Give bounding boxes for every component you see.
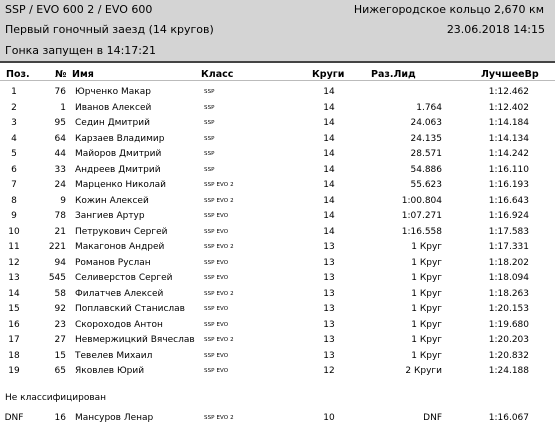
row-name: Мансуров Ленар	[75, 413, 154, 423]
row-gap: 1 Круг	[411, 242, 442, 252]
row-gap: 55.623	[410, 180, 442, 190]
row-name: Макагонов Андрей	[75, 242, 165, 252]
row-best: 1:14.242	[488, 149, 529, 159]
row-best: 1:18.263	[488, 288, 529, 299]
row-class: SSP EVO	[204, 368, 229, 374]
row-best: 1:18.202	[488, 257, 529, 268]
row-laps: 14	[323, 180, 335, 190]
row-gap: 2 Круги	[405, 366, 442, 376]
row-num: 21	[54, 226, 66, 237]
row-gap: 54.886	[410, 164, 442, 175]
row-num: 27	[54, 335, 66, 345]
row-laps: 14	[323, 118, 335, 128]
row-laps: 13	[323, 304, 335, 314]
row-laps: 14	[323, 87, 335, 97]
table-row	[0, 259, 555, 271]
table-row	[0, 197, 555, 209]
row-class: SSP EVO 2	[204, 197, 234, 204]
row-gap: 1:07.271	[401, 211, 442, 221]
row-num: 545	[48, 273, 66, 283]
table-row	[0, 352, 555, 364]
row-num: 76	[54, 87, 66, 97]
row-num: 78	[54, 211, 66, 221]
row-laps: 10	[323, 413, 335, 423]
row-pos: 9	[11, 211, 17, 221]
track-name: Нижегородское кольцо 2,670 км	[353, 3, 544, 16]
column-header-best: ЛучшееВр	[481, 69, 539, 80]
row-class: SSP EVO	[204, 306, 229, 312]
row-best: 1:14.184	[488, 118, 529, 128]
row-name: Юрченко Макар	[75, 87, 151, 97]
row-class: SSP EVO 2	[204, 290, 234, 297]
row-name: Карзаев Владимир	[75, 133, 165, 144]
row-pos: 14	[8, 288, 20, 299]
table-row	[0, 243, 555, 255]
header-band-middle	[0, 19, 555, 41]
row-pos: DNF	[4, 413, 24, 423]
row-gap: DNF	[423, 413, 442, 423]
row-num: 94	[54, 257, 66, 268]
column-header-name: Имя	[72, 69, 94, 80]
column-header-num: №	[55, 69, 67, 80]
row-laps: 14	[323, 195, 335, 206]
row-class: SSP	[204, 104, 215, 111]
row-num: 92	[54, 304, 66, 314]
session-datetime: 23.06.2018 14:15	[446, 23, 545, 36]
row-laps: 14	[323, 149, 335, 159]
row-class: SSP EVO	[204, 228, 229, 235]
row-laps: 13	[323, 257, 335, 268]
row-class: SSP	[204, 135, 215, 142]
row-best: 1:17.331	[488, 242, 529, 252]
row-gap: 1 Круг	[411, 288, 442, 299]
race-start-time: Гонка запущен в 14:17:21	[5, 44, 157, 57]
row-gap: 1 Круг	[411, 257, 442, 268]
row-class: SSP EVO 2	[204, 337, 234, 343]
table-row	[0, 274, 555, 286]
table-row	[0, 181, 555, 193]
row-gap: 1 Круг	[411, 304, 442, 314]
row-gap: 1 Круг	[411, 335, 442, 345]
row-num: 9	[60, 195, 66, 206]
row-laps: 13	[323, 288, 335, 299]
table-row	[0, 166, 555, 178]
row-num: 64	[54, 133, 66, 144]
row-laps: 14	[323, 133, 335, 144]
column-header-gap: Раз.Лид	[371, 69, 416, 80]
row-pos: 16	[8, 319, 20, 330]
row-pos: 18	[8, 350, 20, 361]
row-best: 1:14.134	[488, 133, 529, 144]
row-name: Романов Руслан	[75, 257, 151, 268]
not-classified-row	[0, 414, 555, 426]
row-name: Кожин Алексей	[75, 195, 149, 206]
row-pos: 15	[8, 304, 20, 314]
table-row	[0, 135, 555, 147]
row-class: SSP EVO	[204, 259, 229, 266]
row-num: 1	[60, 102, 66, 113]
table-row	[0, 367, 555, 379]
not-classified-label: Не классифицирован	[5, 393, 107, 403]
row-name: Невмержицкий Вячеслав	[75, 335, 195, 345]
row-best: 1:12.462	[488, 87, 529, 97]
row-best: 1:16.193	[488, 180, 529, 190]
row-gap: 1.764	[416, 102, 442, 113]
row-name: Филатчев Алексей	[75, 288, 164, 299]
row-num: 58	[54, 288, 66, 299]
row-best: 1:24.188	[488, 366, 529, 376]
row-name: Скороходов Антон	[75, 319, 163, 330]
row-best: 1:16.924	[488, 211, 529, 221]
row-pos: 5	[11, 149, 17, 159]
row-class: SSP	[204, 120, 215, 126]
column-header-pos: Поз.	[6, 69, 30, 80]
row-num: 16	[54, 413, 66, 423]
row-best: 1:16.643	[488, 195, 529, 206]
row-class: SSP EVO	[204, 321, 229, 328]
row-class: SSP	[204, 166, 215, 173]
row-best: 1:18.094	[488, 273, 529, 283]
row-name: Петрукович Сергей	[75, 226, 168, 237]
row-pos: 1	[11, 87, 17, 97]
row-pos: 11	[8, 242, 20, 252]
row-num: 65	[54, 366, 66, 376]
table-row	[0, 104, 555, 116]
row-name: Майоров Дмитрий	[75, 149, 162, 159]
row-best: 1:20.203	[488, 335, 529, 345]
row-best: 1:16.110	[488, 164, 529, 175]
table-row	[0, 228, 555, 240]
row-laps: 13	[323, 242, 335, 252]
column-header-class: Класс	[201, 69, 234, 80]
row-laps: 14	[323, 226, 335, 237]
row-pos: 10	[8, 226, 20, 237]
row-pos: 12	[8, 257, 20, 268]
row-gap: 28.571	[410, 149, 442, 159]
row-name: Селиверстов Сергей	[75, 273, 173, 283]
session-title: Первый гоночный заезд (14 кругов)	[5, 23, 214, 36]
row-name: Седин Дмитрий	[75, 118, 150, 128]
row-name: Яковлев Юрий	[75, 366, 145, 376]
row-laps: 14	[323, 102, 335, 113]
row-best: 1:17.583	[488, 226, 529, 237]
row-pos: 19	[8, 366, 20, 376]
row-gap: 1:16.558	[401, 226, 442, 237]
row-best: 1:20.832	[488, 350, 529, 361]
row-class: SSP EVO 2	[204, 182, 234, 188]
row-gap: 1 Круг	[411, 350, 442, 361]
row-name: Поплавский Станислав	[75, 304, 185, 314]
row-best: 1:20.153	[488, 304, 529, 314]
row-gap: 1 Круг	[411, 319, 442, 330]
row-gap: 1:00.804	[401, 195, 442, 206]
row-num: 221	[48, 242, 66, 252]
row-laps: 13	[323, 273, 335, 283]
header-separator	[0, 61, 555, 63]
table-row	[0, 119, 555, 131]
row-name: Иванов Алексей	[75, 102, 152, 113]
row-laps: 13	[323, 319, 335, 330]
row-num: 15	[54, 350, 66, 361]
table-row	[0, 150, 555, 162]
row-class: SSP EVO 2	[204, 244, 234, 250]
row-laps: 12	[323, 366, 335, 376]
table-row	[0, 305, 555, 317]
row-class: SSP EVO 2	[204, 415, 234, 421]
row-num: 23	[54, 319, 66, 330]
row-laps: 13	[323, 335, 335, 345]
row-pos: 17	[8, 335, 20, 345]
row-class: SSP	[204, 151, 215, 157]
row-best: 1:19.680	[488, 319, 529, 330]
row-name: Марценко Николай	[75, 180, 167, 190]
row-class: SSP	[204, 89, 215, 95]
table-row	[0, 212, 555, 224]
column-header-underline	[0, 80, 555, 81]
row-pos: 2	[11, 102, 17, 113]
row-num: 95	[54, 118, 66, 128]
column-header-laps: Круги	[312, 69, 345, 80]
row-class: SSP EVO	[204, 275, 229, 281]
row-class: SSP EVO	[204, 213, 229, 219]
row-name: Зангиев Артур	[75, 211, 145, 221]
row-gap: 24.063	[410, 118, 442, 128]
row-num: 33	[54, 164, 66, 175]
row-num: 44	[54, 149, 66, 159]
row-laps: 13	[323, 350, 335, 361]
row-pos: 8	[11, 195, 17, 206]
row-pos: 6	[11, 164, 17, 175]
row-name: Тевелев Михаил	[75, 350, 153, 361]
table-row	[0, 88, 555, 100]
row-num: 24	[54, 180, 66, 190]
header-band-top	[0, 0, 555, 19]
row-laps: 14	[323, 211, 335, 221]
row-pos: 13	[8, 273, 20, 283]
table-row	[0, 336, 555, 348]
table-row	[0, 290, 555, 302]
row-best: 1:16.067	[488, 413, 529, 423]
row-best: 1:12.402	[488, 102, 529, 113]
row-laps: 14	[323, 164, 335, 175]
series-title: SSP / EVO 600 2 / EVO 600	[5, 3, 153, 16]
row-class: SSP EVO	[204, 352, 229, 359]
table-row	[0, 321, 555, 333]
row-pos: 7	[11, 180, 17, 190]
header-band-bottom	[0, 41, 555, 61]
row-pos: 4	[11, 133, 17, 144]
row-name: Андреев Дмитрий	[75, 164, 161, 175]
row-gap: 24.135	[410, 133, 442, 144]
row-gap: 1 Круг	[411, 273, 442, 283]
row-pos: 3	[11, 118, 17, 128]
